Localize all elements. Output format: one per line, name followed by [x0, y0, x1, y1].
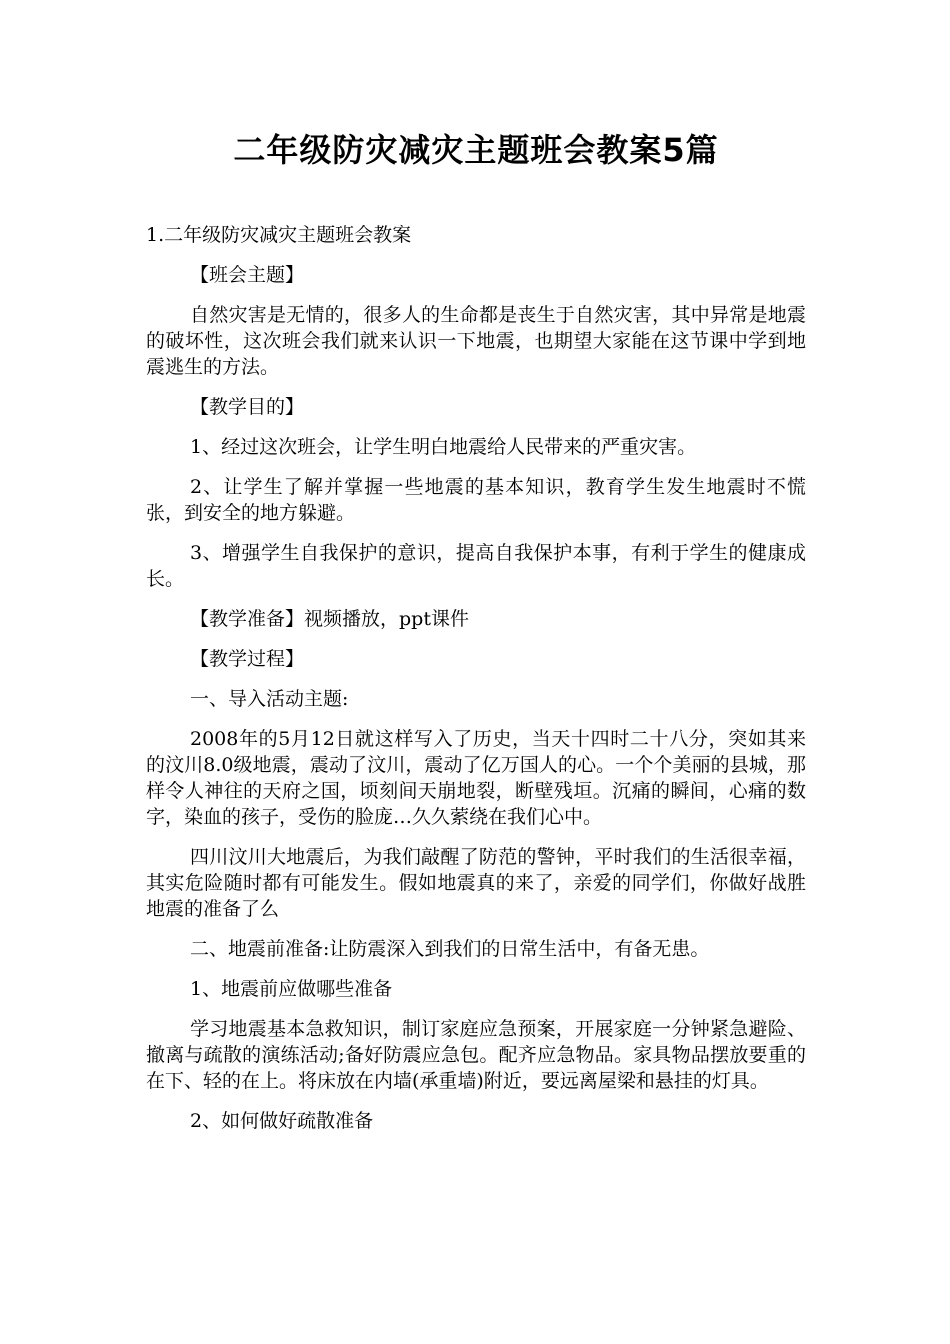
process-step-1: 一、导入活动主题: [190, 688, 349, 710]
sub-item-2: 2、如何做好疏散准备 [190, 1110, 374, 1132]
paragraph-2008-earthquake: 2008年的5月12日就这样写入了历史，当天十四时二十八分，突如其来的汶川8.0级地震，震动了汶川，震动了亿万国人的心。一个个美丽的县城，那样令人神往的天府之国，顷刻间天崩地裂，断壁残垣。沉痛的瞬间，心痛的数字，染血的孩子，受伤的脸庞…久久萦绕在我们心中。 [146, 728, 806, 828]
paragraph-wenchuan-warning: 四川汶川大地震后，为我们敲醒了防范的警钟，平时我们的生活很幸福，其实危险随时都有可能发生。假如地震真的来了，亲爱的同学们，你做好战胜地震的准备了么 [146, 846, 806, 920]
heading-teaching-process: 【教学过程】 [190, 648, 305, 670]
document-body [146, 222, 806, 1134]
goal-item-2: 2、让学生了解并掌握一些地震的基本知识，教育学生发生地震时不慌张，到安全的地方躲避。 [146, 476, 806, 524]
section-heading-1: 1.二年级防灾减灾主题班会教案 [146, 224, 412, 246]
paragraph-intro: 自然灾害是无情的，很多人的生命都是丧生于自然灾害，其中异常是地震的破坏性，这次班会我们就来认识一下地震，也期望大家能在这节课中学到地震逃生的方法。 [146, 304, 806, 378]
heading-teaching-goals: 【教学目的】 [190, 396, 305, 418]
heading-class-theme: 【班会主题】 [190, 264, 305, 286]
process-step-2: 二、地震前准备:让防震深入到我们的日常生活中，有备无患。 [190, 938, 710, 960]
heading-teaching-prep: 【教学准备】视频播放，ppt课件 [190, 608, 469, 630]
goal-item-3: 3、增强学生自我保护的意识，提高自我保护本事，有利于学生的健康成长。 [146, 542, 806, 590]
goal-item-1: 1、经过这次班会，让学生明白地震给人民带来的严重灾害。 [190, 436, 697, 458]
document-title: 二年级防灾减灾主题班会教案5篇 [233, 131, 719, 169]
sub-item-1: 1、地震前应做哪些准备 [190, 978, 393, 1000]
paragraph-preparation: 学习地震基本急救知识，制订家庭应急预案，开展家庭一分钟紧急避险、撤离与疏散的演练活动;备好防震应急包。配齐应急物品。家具物品摆放要重的在下、轻的在上。将床放在内墙(承重墙)附近，要远离屋梁和悬挂的灯具。 [146, 1018, 806, 1092]
